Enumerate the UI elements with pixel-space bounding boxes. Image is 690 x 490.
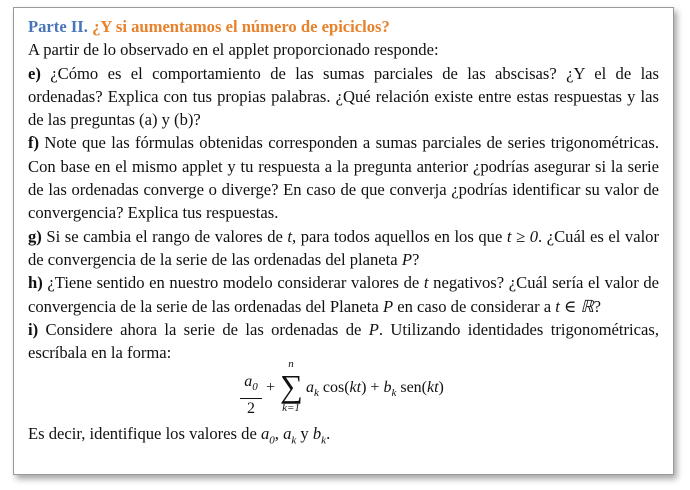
question-g-text-4: ? xyxy=(411,249,420,269)
question-i-text-2: . Utilizando identidades trigonométricas, escríbala en la forma: xyxy=(28,319,660,363)
question-e-text: ¿Cómo es el comportamiento de las sumas parciales de las abscisas? ¿Y el de las ordenadas? Explica con tus propias palabras. ¿Qué relación existe entre estas respuestas y las de las preguntas (a) y (b)? xyxy=(28,63,659,130)
formula-fraction xyxy=(240,372,262,417)
question-f-text: Note que las fórmulas obtenidas corresponden a sumas parciales de series trigonométricas. Con base en el mismo applet y tu respuesta a la pregunta anterior ¿podrías asegurar si la serie de las ordenadas converge o diverge? En caso de que converja ¿podrías identificar su valor de convergencia? Explica tus respuestas. xyxy=(28,133,660,223)
formula-plus: + xyxy=(266,379,276,397)
question-g-text-3: . ¿Cuál es el valor de convergencia de la serie de las ordenadas del planeta xyxy=(28,226,660,269)
sigma-symbol: ∑ xyxy=(280,368,303,405)
section-heading: ¿Y si aumentamos el número de epiciclos? xyxy=(92,17,390,36)
math-condition: t ∈ ℝ xyxy=(555,296,594,316)
question-e xyxy=(28,62,659,132)
question-i-text-1: Considere ahora la serie de las ordenadas de xyxy=(45,319,362,339)
coef-ak: $a_k$ xyxy=(283,424,297,447)
question-g-text-1: Si se cambia el rango de valores de xyxy=(46,226,283,246)
math-condition: t ≥ 0 xyxy=(506,226,539,246)
fourier-formula xyxy=(28,358,659,422)
formula-terms: $a_k$ $\cos(kt) + b_k$ sen(kt) xyxy=(306,379,444,400)
math-var-t: t xyxy=(287,226,293,246)
question-h-text-2: negativos? ¿Cuál sería el valor de convergencia de la serie de las ordenadas del Planeta xyxy=(28,273,660,316)
closing-text-1: Es decir, identifique los valores de xyxy=(28,424,257,444)
coef-a0: $a_0$ xyxy=(260,424,275,447)
sum-lower-limit: k=1 xyxy=(282,402,300,415)
closing-period: . xyxy=(326,424,331,444)
math-var-p: P xyxy=(382,296,394,316)
activity-card xyxy=(13,7,674,475)
intro-text: A partir de lo observado en el applet proporcionado responde: xyxy=(28,40,439,60)
coef-bk: $b_k$ xyxy=(312,424,327,447)
math-var-p: P xyxy=(368,319,379,339)
question-f-label: f) xyxy=(28,133,40,153)
separator-comma: , xyxy=(274,424,279,444)
question-h-text-3: en caso de considerar a xyxy=(397,296,552,316)
math-var-t: t xyxy=(423,273,429,293)
question-g xyxy=(28,225,659,272)
separator-y: y xyxy=(300,424,309,444)
question-f xyxy=(28,131,659,224)
summation xyxy=(280,358,302,414)
section-title xyxy=(28,15,659,38)
question-g-label: g) xyxy=(28,226,42,246)
fraction-numerator: $a_0$ xyxy=(240,372,262,398)
question-h xyxy=(28,271,659,318)
question-i xyxy=(28,318,659,365)
question-h-text-1: ¿Tiene sentido en nuestro modelo considerar valores de xyxy=(47,273,420,293)
closing-text xyxy=(28,422,659,453)
question-i-label: i) xyxy=(28,319,39,339)
question-h-label: h) xyxy=(28,273,43,293)
question-g-text-2: , para todos aquellos en los que xyxy=(292,226,503,246)
fraction-denominator: 2 xyxy=(247,399,255,417)
question-h-text-4: ? xyxy=(593,296,601,316)
sum-upper-limit: n xyxy=(288,358,294,371)
math-var-p: P xyxy=(401,249,412,269)
question-e-label: e) xyxy=(28,63,41,83)
section-part-label: Parte II. xyxy=(28,17,88,36)
